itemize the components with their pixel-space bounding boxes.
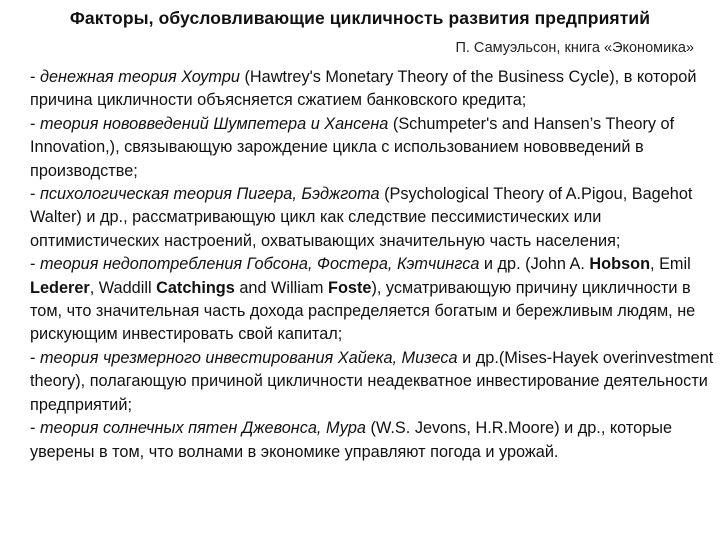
- theory-text: (: [388, 114, 399, 133]
- theory-text: ,), связывающую зарождение цикла с использованием нововведений в производстве;: [30, 138, 644, 180]
- theory-text: -: [30, 185, 40, 204]
- theory-text: -: [30, 419, 40, 438]
- theory-name: теория нововведений Шумпетера и Хансена: [39, 114, 389, 133]
- theory-text: Psychological Theory of A.Pigou, Bagehot: [389, 185, 693, 204]
- theory-text: -: [30, 68, 40, 86]
- theory-item: [30, 66, 714, 113]
- theory-text: Catchings: [156, 278, 235, 297]
- theory-name: теория чрезмерного инвестирования Хайека, Мизеса: [39, 348, 458, 367]
- theory-item: [30, 183, 714, 253]
- theory-text: , Emil: [650, 255, 691, 274]
- page-title: Факторы, обусловливающие цикличность развития предприятий: [69, 8, 651, 28]
- theory-name: теория недопотребления Гобсона, Фостера, Кэтчингса: [39, 255, 480, 274]
- theory-text: and William: [234, 278, 329, 297]
- theory-text: -: [30, 114, 40, 133]
- theory-text: ), усматривающую причину цикличности в том, что значительная часть дохода распределяется богатым и бережливым людям, не рискующим инвестировать свой капитал;: [30, 278, 696, 344]
- theory-text: ), полагающую причиной цикличности неадекватное инвестирование деятельности предприятий;: [30, 372, 708, 414]
- theory-list: [30, 66, 714, 464]
- theory-text: Foste: [328, 278, 372, 297]
- theory-text: Mises-Hayek overinvestment theory: [30, 348, 714, 391]
- theory-text: Walter) и др., рассматривающую цикл как следствие пессимистических или оптимистических настроений, охватывающих значительную часть населения;: [30, 208, 621, 250]
- theory-item: [30, 347, 714, 417]
- theory-text: Hobson: [589, 255, 651, 274]
- theory-text: (: [379, 185, 390, 204]
- theory-name: теория солнечных пятен Джевонса, Мура: [39, 419, 366, 438]
- theory-text: W.S. Jevons, H.R.Moore: [375, 419, 555, 438]
- theory-text: Schumpeter's and Hansen’s Theory of Innovation: [30, 114, 675, 157]
- theory-text: -: [30, 255, 40, 274]
- theory-text: Hawtrey's Monetary Theory of the Business Cycle: [249, 68, 610, 86]
- theory-item: [30, 417, 714, 464]
- theory-text: (: [239, 68, 250, 86]
- theory-name: денежная теория Хоутри: [39, 68, 240, 86]
- theory-text: и др.(: [457, 348, 505, 367]
- theory-text: ) и др., которые уверены в том, что волнами в экономике управляют погода и урожай.: [30, 419, 673, 461]
- theory-text: Lederer: [30, 278, 90, 297]
- theory-item: [30, 253, 714, 347]
- theory-text: , Waddill: [89, 278, 157, 297]
- theory-text: -: [30, 348, 40, 367]
- theory-name: психологическая теория Пигера, Бэджгота: [39, 185, 380, 204]
- source-citation: П. Самуэльсон, книга «Экономика»: [455, 40, 694, 56]
- theory-text: и др. (John A.: [479, 255, 590, 274]
- theory-text: (: [365, 419, 376, 438]
- theory-item: [30, 113, 714, 183]
- theory-text: ), в которой причина цикличности объясняется сжатием банковского кредита;: [30, 68, 697, 110]
